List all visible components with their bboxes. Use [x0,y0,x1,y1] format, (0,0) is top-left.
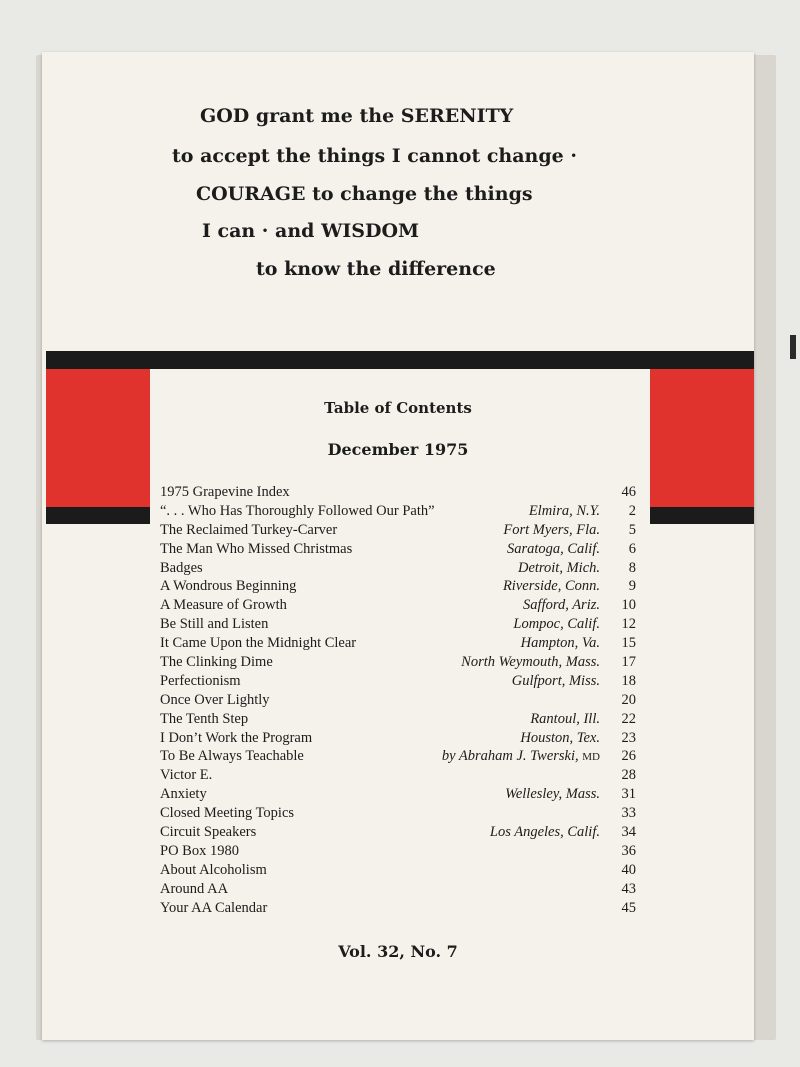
volume-number: Vol. 32, No. 7 [338,942,458,961]
toc-entry-page: 28 [621,767,636,784]
toc-entry-page: 36 [621,842,636,859]
toc-entry-page: 17 [621,653,636,670]
toc-entry-place-text: Safford, Ariz. [523,597,600,614]
toc-entry [160,596,636,615]
toc-entry-place-text: Hampton, Va. [520,635,600,652]
toc-entry-title: The Clinking Dime [160,653,273,670]
toc-entry-page: 10 [621,597,636,614]
toc-entry-place-text: Detroit, Mich. [517,559,600,576]
black-band [46,351,754,369]
toc-entry [160,559,636,578]
toc-entry-title: I Don’t Work the Program [160,729,313,746]
red-block-right [650,369,754,507]
issue-date: December 1975 [327,440,469,459]
page-edge-mark [790,335,796,359]
toc-entry-place-text: Lompoc, Calif. [513,616,600,633]
toc-entry-title: A Wondrous Beginning [160,578,297,595]
toc-entry-place-text: Elmira, N.Y. [528,502,600,519]
toc-entry-page: 12 [621,616,636,633]
toc-entry [160,899,636,918]
toc-entry-title: “. . . Who Has Thoroughly Followed Our Path” [160,502,435,519]
toc-entry-place [287,597,610,614]
toc-entry-title: Perfectionism [160,672,241,689]
toc-entry-place [435,503,610,520]
toc-entry-page: 9 [628,578,636,595]
toc-entry-place-text: North Weymouth, Mass. [461,653,600,670]
toc-entry-place [352,541,610,558]
toc-entry-title: Closed Meeting Topics [160,805,295,822]
toc-entry-place [337,522,610,539]
toc-entry-place [256,824,610,841]
toc-entry [160,880,636,899]
toc-entry-place [203,560,610,577]
toc-entry-place-text: Saratoga, Calif. [506,540,600,557]
toc-entry-place [304,748,610,765]
toc-entry-title: Anxiety [160,786,207,803]
toc-entry-place-text: Wellesley, Mass. [505,786,600,803]
toc-entry-title: About Alcoholism [160,861,267,878]
toc-entry-place [248,711,610,728]
toc-entry-title: To Be Always Teachable [160,748,304,765]
toc-entry [160,842,636,861]
toc-entry [160,521,636,540]
toc-entry [160,634,636,653]
toc-entry-place-text: by Abraham J. Twerski, [441,748,579,765]
toc-entry-place-text: Los Angeles, Calif. [489,823,600,840]
toc-entry [160,672,636,691]
toc-entry-title: Circuit Speakers [160,823,257,840]
toc-entry [160,540,636,559]
toc-entry-page: 5 [628,521,636,538]
toc-entry-title: It Came Upon the Midnight Clear [160,635,357,652]
toc-entry [160,710,636,729]
toc-entry-place [241,673,610,690]
toc-entry-page: 15 [621,635,636,652]
toc-entry-place [207,786,610,803]
toc-entry-page: 26 [621,748,636,765]
toc-entry-place [273,654,610,671]
toc-entry-page: 2 [628,502,636,519]
black-band-left [46,507,150,524]
toc-entry [160,615,636,634]
prayer-line-2: to accept the things I cannot change · [172,145,577,167]
toc-entry-suffix: MD [582,751,600,764]
toc-entry-page: 8 [628,559,636,576]
toc-entry-page: 23 [621,729,636,746]
prayer-line-3: COURAGE to change the things [196,183,533,205]
toc-entry-page: 46 [621,483,636,500]
toc-entry-place-text: Gulfport, Miss. [511,672,600,689]
toc-entry-place-text: Rantoul, Ill. [530,710,600,727]
toc-entry-page: 34 [621,823,636,840]
toc-entry [160,729,636,748]
toc-entry-title: Be Still and Listen [160,616,269,633]
toc-entry-title: PO Box 1980 [160,842,239,859]
toc-entry-page: 31 [621,786,636,803]
toc-entry-title: 1975 Grapevine Index [160,483,290,500]
toc-entry-title: The Reclaimed Turkey-Carver [160,521,338,538]
toc-list [160,483,636,917]
magazine-page [42,52,754,1040]
toc-title: Table of Contents [324,399,472,417]
toc-entry-page: 45 [621,899,636,916]
black-band-right [650,507,754,524]
toc-entry-place [296,578,610,595]
toc-entry-page: 43 [621,880,636,897]
toc-entry-place [356,635,610,652]
toc-entry-title: Victor E. [160,767,213,784]
toc-entry [160,502,636,521]
toc-entry [160,861,636,880]
toc-entry-page: 6 [628,540,636,557]
toc-entry [160,785,636,804]
toc-entry-title: The Man Who Missed Christmas [160,540,353,557]
toc-entry-title: Badges [160,559,203,576]
toc-entry-place-text: Riverside, Conn. [502,578,600,595]
toc-entry [160,653,636,672]
toc-entry-place [268,616,610,633]
toc-entry-page: 40 [621,861,636,878]
toc-entry-page: 33 [621,805,636,822]
toc-entry [160,766,636,785]
toc-entry-place [312,730,610,747]
toc-entry-page: 18 [621,672,636,689]
toc-entry-page: 20 [621,691,636,708]
toc-entry-title: The Tenth Step [160,710,249,727]
toc-entry [160,823,636,842]
toc-entry [160,804,636,823]
toc-entry-page: 22 [621,710,636,727]
toc-entry [160,691,636,710]
toc-entry-title: A Measure of Growth [160,597,287,614]
red-block-left [46,369,150,507]
toc-entry [160,483,636,502]
toc-entry [160,577,636,596]
toc-entry-title: Once Over Lightly [160,691,270,708]
toc-entry-place-text: Houston, Tex. [520,729,600,746]
prayer-line-1: GOD grant me the SERENITY [200,105,514,127]
toc-entry-place-text: Fort Myers, Fla. [503,521,600,538]
toc-entry-title: Around AA [160,880,229,897]
toc-entry-title: Your AA Calendar [160,899,268,916]
prayer-line-5: to know the difference [256,258,496,280]
prayer-line-4: I can · and WISDOM [202,220,420,242]
toc-entry [160,747,636,766]
serenity-prayer [42,52,754,352]
